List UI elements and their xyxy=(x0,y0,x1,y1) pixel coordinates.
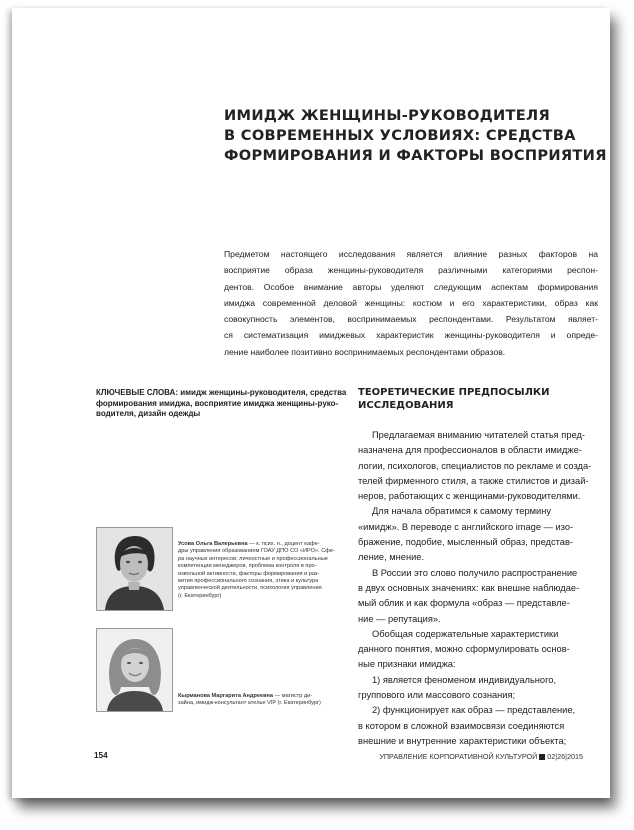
body-line: ные признаки имиджа: xyxy=(358,659,456,670)
body-line: «имидж». В переводе с английского image — изо- xyxy=(358,521,574,532)
body-text xyxy=(358,428,598,749)
body-line: Обобщая содержательные характеристики xyxy=(372,628,559,639)
title-line: ФОРМИРОВАНИЯ И ФАКТОРЫ ВОСПРИЯТИЯ xyxy=(224,147,607,164)
author-bio-usova xyxy=(178,541,344,600)
author-photo-usova xyxy=(96,527,173,611)
abstract-line: ление наиболее позитивно воспринимаемых респондентами образов. xyxy=(224,346,506,357)
body-line: внешние и внутренние характеристики объекта; xyxy=(358,735,567,746)
bio-line: вития профессионального сознания, этика и культура xyxy=(178,578,319,585)
body-line: Для начала обратимся к самому термину xyxy=(372,506,551,517)
body-line: в двух основных значениях: как внешне наблюдае- xyxy=(358,582,580,593)
running-footer xyxy=(379,752,583,761)
body-line: в котором в сложной взаимосвязи соединяются xyxy=(358,720,565,731)
abstract-line: восприятие образа женщины-руководителя различными категориями респон- xyxy=(224,265,598,276)
body-line: телей фирменного стиля, а также стилистов и дизай- xyxy=(358,475,589,486)
body-line: 1) является феноменом индивидуального, xyxy=(372,674,557,685)
bio-line: Кырманова Маргарита Андреевна — магистр ди- xyxy=(178,693,313,699)
portrait-image xyxy=(97,629,172,711)
abstract-line: ся систематизация имиджевых характеристик женщины-руководителя и опреде- xyxy=(224,330,598,341)
bio-line: ра научных интересов: личностные и профессиональные xyxy=(178,555,328,562)
abstract-line: дентов. Особое внимание авторы уделяют следующим аспектам формирования xyxy=(224,281,598,292)
body-line: 2) функционирует как образ — представление, xyxy=(372,705,576,716)
abstract xyxy=(224,246,598,360)
keywords-line: КЛЮЧЕВЫЕ СЛОВА: имидж женщины-руководителя, средства xyxy=(96,388,347,397)
body-line: данного понятия, можно сформулировать основ- xyxy=(358,644,570,655)
bio-line: компетенции менеджеров, проблема контроля в про- xyxy=(178,563,317,570)
section-heading xyxy=(358,387,598,412)
title-line: ИМИДЖ ЖЕНЩИНЫ-РУКОВОДИТЕЛЯ xyxy=(224,107,550,124)
page-number: 154 xyxy=(94,751,108,760)
bio-line: зайна, имидж-консультант ателье VIP (г. Екатеринбург) xyxy=(178,700,321,707)
article-title xyxy=(224,106,607,166)
bio-line: дры управления образованием ГОАУ ДПО СО «ИРО». Сфе- xyxy=(178,548,335,555)
abstract-line: Предметом настоящего исследования является влияние разных факторов на xyxy=(224,249,598,259)
journal-page xyxy=(12,8,610,798)
author-name: Усова Ольга Валерьевна xyxy=(178,541,248,547)
body-line: бражение, подобие, мысленный образ, представ- xyxy=(358,537,573,548)
keywords-line: водителя, дизайн одежды xyxy=(96,409,201,418)
square-bullet-icon xyxy=(539,754,545,760)
journal-name: УПРАВЛЕНИЕ КОРПОРАТИВНОЙ КУЛЬТУРОЙ xyxy=(379,752,538,761)
keywords xyxy=(96,388,347,420)
body-line: ление, мнение. xyxy=(358,552,425,563)
bio-line: извольной активности, факторы формирования и раз- xyxy=(178,570,320,577)
body-line: Предлагаемая вниманию читателей статья пред- xyxy=(372,430,585,440)
bio-line: Усова Ольга Валерьевна — к. псих. н., доцент кафе- xyxy=(178,541,320,547)
body-line: неров, работающих с женщинами-руководителями. xyxy=(358,491,581,502)
body-line: В России это слово получило распространение xyxy=(372,567,578,578)
section-heading-line: ИССЛЕДОВАНИЯ xyxy=(358,399,454,411)
keywords-line: формирования имиджа, восприятие имиджа женщины-руко- xyxy=(96,398,339,408)
issue-number: 02|26|2015 xyxy=(547,752,583,761)
bio-line: (г. Екатеринбург) xyxy=(178,592,222,599)
abstract-line: совокупность элементов, воспринимаемых респондентами. Результатом являет- xyxy=(224,314,598,325)
body-line: группового или массового сознания; xyxy=(358,690,516,701)
body-line: логии, психологов, специалистов по рекламе и созда- xyxy=(358,460,592,471)
portrait-image xyxy=(97,528,172,610)
author-bio-kyrmanova xyxy=(178,693,344,708)
abstract-line: имиджа современной деловой женщины: костюм и его характеристики, образ как xyxy=(224,297,598,308)
author-name: Кырманова Маргарита Андреевна xyxy=(178,693,274,699)
body-line: мый облик и как формула «образ — представле- xyxy=(358,598,570,609)
author-photo-kyrmanova xyxy=(96,628,173,712)
body-line: ние — репутация». xyxy=(358,613,441,624)
body-line: назначена для профессионалов в области имидже- xyxy=(358,445,582,456)
section-heading-line: ТЕОРЕТИЧЕСКИЕ ПРЕДПОСЫЛКИ xyxy=(358,387,550,398)
bio-line: управленческой деятельности, психология управления xyxy=(178,585,322,592)
title-line: В СОВРЕМЕННЫХ УСЛОВИЯХ: СРЕДСТВА xyxy=(224,127,576,144)
